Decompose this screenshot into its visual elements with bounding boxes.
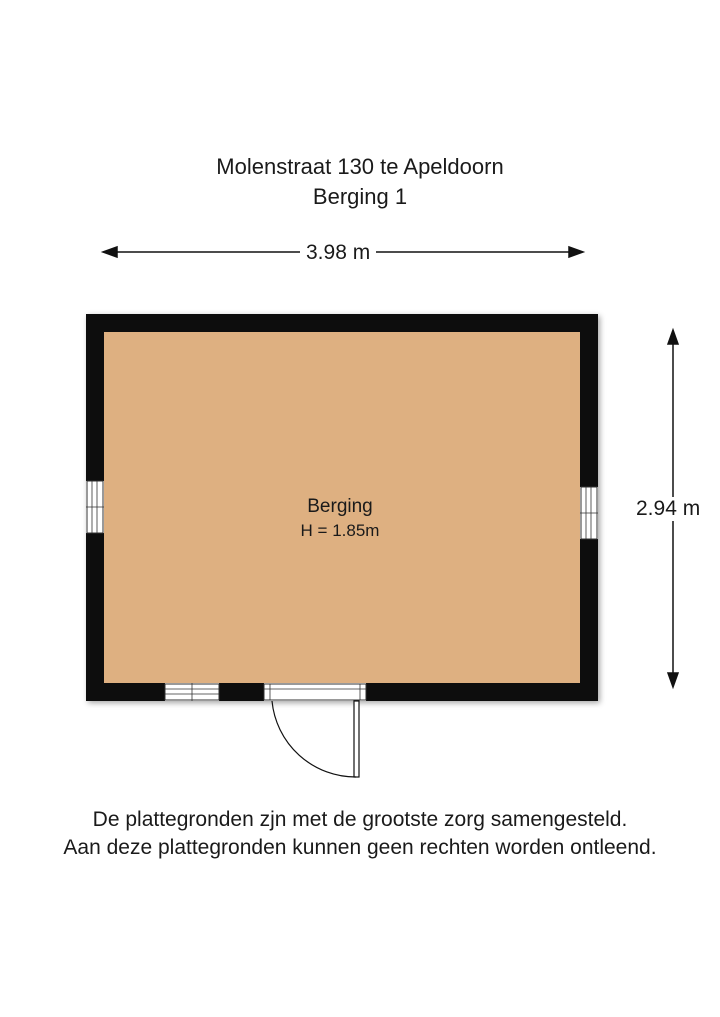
width-dimension-label: 3.98 m xyxy=(300,241,376,265)
left-window xyxy=(86,481,104,533)
room-height-label: H = 1.85m xyxy=(300,521,380,540)
height-dimension-label: 2.94 m xyxy=(636,497,701,520)
right-window xyxy=(580,487,598,539)
plan-subtitle: Berging 1 xyxy=(312,184,408,209)
disclaimer-line-1: De plattegronden zjn met de grootste zorg samengesteld. xyxy=(92,808,628,831)
bottom-window xyxy=(165,683,219,701)
disclaimer-line-2: Aan deze plattegronden kunnen geen rechten worden ontleend. xyxy=(63,836,657,859)
door xyxy=(264,683,366,777)
plan-title: Molenstraat 130 te Apeldoorn xyxy=(216,154,504,179)
room-name-label: Berging xyxy=(307,496,373,517)
